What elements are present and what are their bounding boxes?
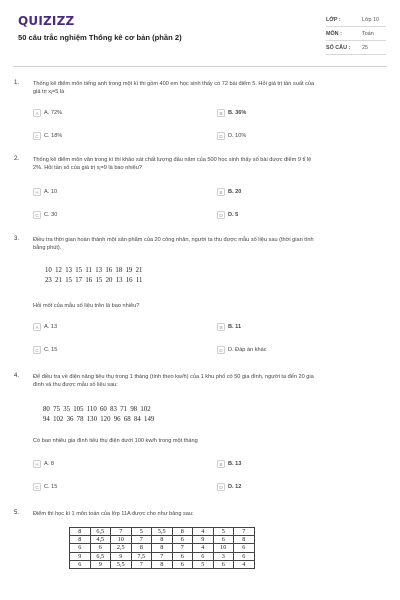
option-c[interactable]: C C. 30 bbox=[33, 210, 57, 220]
option-d[interactable]: D D. 5 bbox=[217, 210, 238, 220]
table-cell: 4 bbox=[234, 560, 255, 568]
table-row bbox=[70, 560, 255, 568]
meta-divider bbox=[326, 54, 386, 55]
table-cell: 8 bbox=[131, 544, 152, 552]
data-row-1: 10 12 13 15 11 13 16 18 19 21 bbox=[45, 267, 143, 274]
table-cell: 6 bbox=[70, 560, 91, 568]
table-cell: 7 bbox=[172, 544, 193, 552]
table-cell: 7,5 bbox=[131, 552, 152, 560]
table-cell: 4 bbox=[193, 528, 214, 536]
meta-subject bbox=[326, 31, 386, 37]
option-letter-box: A bbox=[33, 323, 41, 331]
meta-value: Lớp 10 bbox=[362, 17, 380, 23]
table-cell: 2,5 bbox=[111, 544, 132, 552]
table-cell: 6 bbox=[213, 536, 234, 544]
question-number: 5. bbox=[14, 510, 20, 516]
option-b[interactable]: B B. 13 bbox=[217, 459, 241, 469]
table-cell: 6 bbox=[213, 560, 234, 568]
table-cell: 4 bbox=[193, 544, 214, 552]
option-letter-box: B bbox=[217, 460, 225, 468]
option-letter-box: D bbox=[217, 132, 225, 140]
score-table bbox=[69, 527, 255, 569]
meta-value: 25 bbox=[362, 45, 368, 51]
table-cell: 5 bbox=[131, 528, 152, 536]
data-row-1: 80 75 35 105 110 60 83 71 98 102 bbox=[43, 406, 151, 413]
option-a[interactable]: A A. 10 bbox=[33, 187, 57, 197]
meta-label: MÔN : bbox=[326, 31, 342, 37]
table-row bbox=[70, 536, 255, 544]
table-cell: 7 bbox=[111, 528, 132, 536]
meta-label: LỚP : bbox=[326, 17, 341, 23]
table-cell: 7 bbox=[131, 560, 152, 568]
table-row bbox=[70, 552, 255, 560]
table-cell: 5,5 bbox=[152, 528, 173, 536]
question-prompt: Hỏi mốt của mẫu số liệu trên là bao nhiêu? bbox=[33, 303, 140, 309]
option-letter-box: B bbox=[217, 109, 225, 117]
option-letter-box: D bbox=[217, 211, 225, 219]
option-letter-box: C bbox=[33, 346, 41, 354]
option-letter-box: B bbox=[217, 188, 225, 196]
table-cell: 5 bbox=[213, 528, 234, 536]
table-cell: 10 bbox=[111, 536, 132, 544]
table-cell: 6 bbox=[70, 544, 91, 552]
question-text: Để điều tra về điện năng tiêu thụ trong 1 tháng (tính theo kw/h) của 1 khu phố có 50 gia đình, người ta đến 20 gia đình và thu được mẫu số liệu sau: bbox=[33, 374, 314, 389]
option-a[interactable]: A A. 13 bbox=[33, 322, 57, 332]
option-b[interactable]: B B. 11 bbox=[217, 322, 241, 332]
table-cell: 9 bbox=[90, 560, 111, 568]
table-cell: 7 bbox=[152, 552, 173, 560]
option-letter-box: B bbox=[217, 323, 225, 331]
option-c[interactable]: C C. 18% bbox=[33, 131, 62, 141]
table-cell: 6,5 bbox=[90, 528, 111, 536]
question-text: Thống kê điểm môn văn trong kì thi khảo sát chất lượng đầu năm của 500 học sinh thấy số bài được điểm 9 tỉ lệ 2%. Hỏi tần số của giá trị $x_i=9$ là bao nhiêu? bbox=[33, 157, 312, 172]
table-row bbox=[70, 528, 255, 536]
data-row-2: 23 21 15 17 16 15 20 13 16 11 bbox=[45, 277, 143, 284]
table-cell: 7 bbox=[234, 528, 255, 536]
question-number: 3. bbox=[14, 236, 20, 242]
table-cell: 9 bbox=[111, 552, 132, 560]
table-cell: 6 bbox=[172, 552, 193, 560]
option-letter-box: D bbox=[217, 483, 225, 491]
table-cell: 6 bbox=[234, 544, 255, 552]
option-d[interactable]: D D. 10% bbox=[217, 131, 246, 141]
meta-count bbox=[326, 45, 386, 51]
page-title: 50 câu trắc nghiệm Thống kê cơ bản (phần 2) bbox=[18, 33, 182, 42]
question-number: 1. bbox=[14, 80, 20, 86]
table-cell: 5 bbox=[193, 560, 214, 568]
question-number: 4. bbox=[14, 373, 20, 379]
option-c[interactable]: C C. 15 bbox=[33, 482, 57, 492]
option-a[interactable]: A A. 72% bbox=[33, 108, 62, 118]
data-row-2: 94 102 36 78 130 120 96 68 84 149 bbox=[43, 416, 155, 423]
table-cell: 6,5 bbox=[90, 552, 111, 560]
question-number: 2. bbox=[14, 156, 20, 162]
table-cell: 8 bbox=[172, 528, 193, 536]
table-cell: 8 bbox=[234, 536, 255, 544]
table-cell: 6 bbox=[90, 544, 111, 552]
table-cell: 10 bbox=[213, 544, 234, 552]
option-c[interactable]: C C. 15 bbox=[33, 345, 57, 355]
question-text: Điều tra thời gian hoàn thành một sản phẩm của 20 công nhân, người ta thu được mẫu số liệu sau (thời gian tính bằng phút). bbox=[33, 237, 314, 252]
header-divider bbox=[14, 66, 386, 67]
table-cell: 6 bbox=[234, 552, 255, 560]
option-letter-box: A bbox=[33, 109, 41, 117]
table-row bbox=[70, 544, 255, 552]
option-letter-box: C bbox=[33, 211, 41, 219]
table-cell: 7 bbox=[131, 536, 152, 544]
option-letter-box: C bbox=[33, 132, 41, 140]
quizizz-logo: QUIZIZZ bbox=[18, 14, 75, 28]
table-cell: 3 bbox=[213, 552, 234, 560]
question-text: Thống kê điểm môn tiếng anh trong một kì thi gồm 400 em học sinh thấy có 72 bài điểm 5. Hỏi giá trị tần suất của giá trị $x_i=5$ là bbox=[33, 81, 315, 96]
option-letter-box: A bbox=[33, 188, 41, 196]
meta-value: Toán bbox=[362, 31, 374, 37]
meta-class bbox=[326, 17, 386, 23]
meta-divider bbox=[326, 40, 386, 41]
table-cell: 8 bbox=[70, 528, 91, 536]
question-text: Điểm thi học kì 1 môn toán của lớp 11A được cho như bảng sau: bbox=[33, 511, 194, 517]
option-b[interactable]: B B. 20 bbox=[217, 187, 241, 197]
option-letter-box: A bbox=[33, 460, 41, 468]
table-cell: 8 bbox=[152, 560, 173, 568]
meta-divider bbox=[326, 26, 386, 27]
table-cell: 6 bbox=[172, 560, 193, 568]
table-cell: 8 bbox=[152, 536, 173, 544]
score-table-body bbox=[70, 528, 255, 569]
table-cell: 5,5 bbox=[111, 560, 132, 568]
table-cell: 8 bbox=[152, 544, 173, 552]
option-d[interactable]: D D. Đáp án khác bbox=[217, 345, 267, 355]
table-cell: 6 bbox=[172, 536, 193, 544]
table-cell: 9 bbox=[70, 552, 91, 560]
option-letter-box: D bbox=[217, 346, 225, 354]
page-header bbox=[0, 0, 400, 66]
option-a[interactable]: A A. 8 bbox=[33, 459, 54, 469]
table-cell: 4,5 bbox=[90, 536, 111, 544]
table-cell: 8 bbox=[70, 536, 91, 544]
option-letter-box: C bbox=[33, 483, 41, 491]
question-prompt: Có bao nhiêu gia đình tiêu thụ điện dưới 100 kw/h trong một tháng bbox=[33, 438, 198, 444]
table-cell: 9 bbox=[193, 536, 214, 544]
option-d[interactable]: D D. 12 bbox=[217, 482, 241, 492]
meta-label: SỐ CÂU : bbox=[326, 45, 351, 51]
option-b[interactable]: B B. 36% bbox=[217, 108, 246, 118]
table-cell: 6 bbox=[193, 552, 214, 560]
